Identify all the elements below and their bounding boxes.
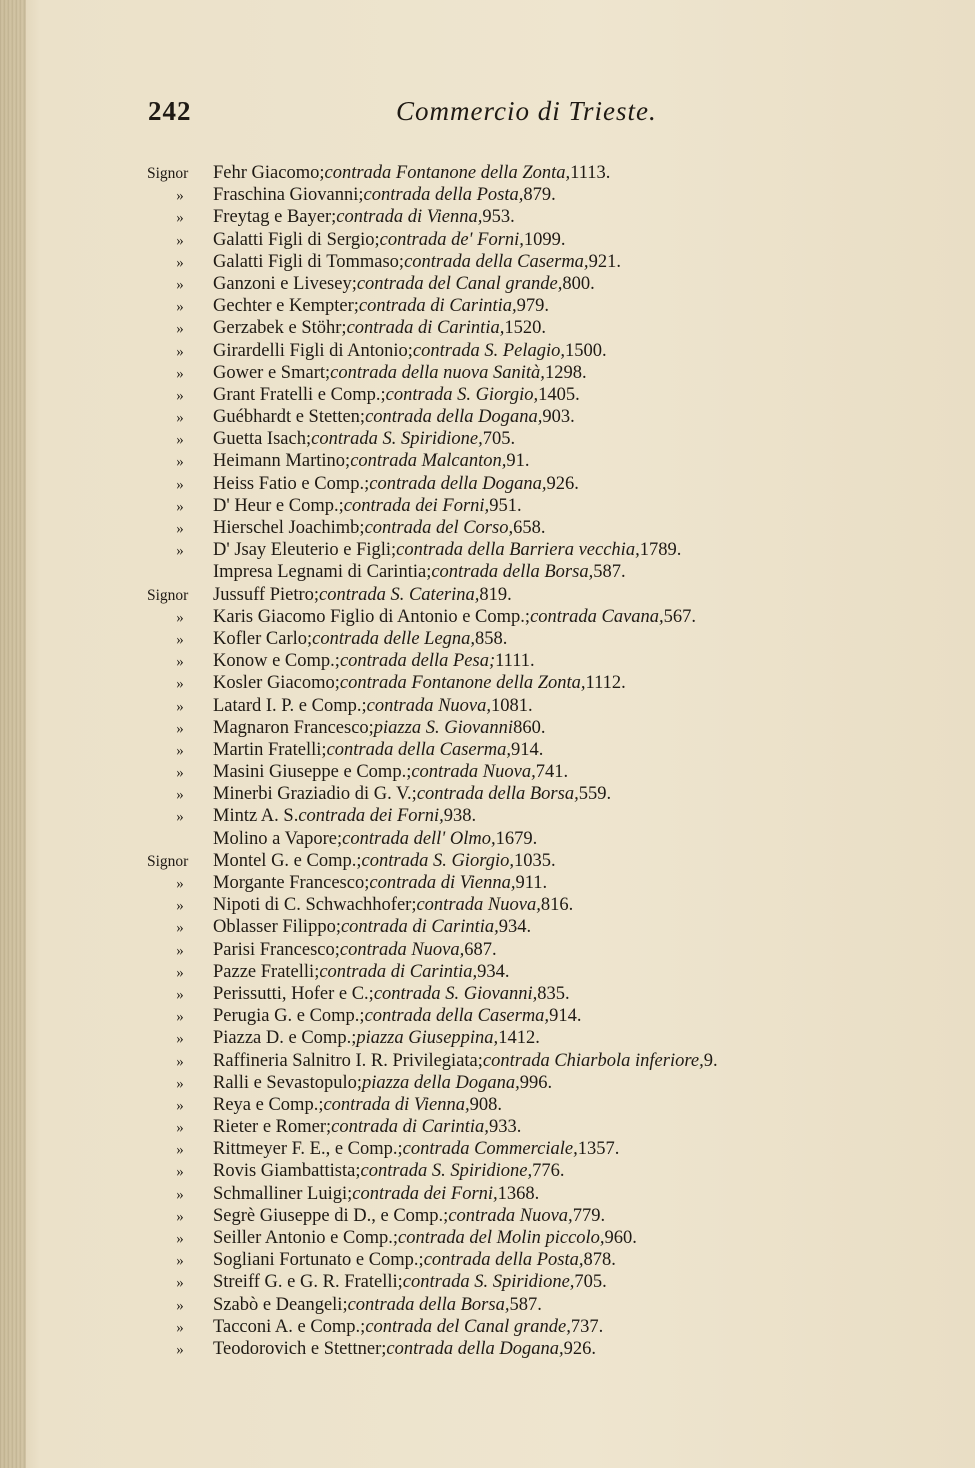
street-address: contrada di Vienna,: [369, 873, 516, 893]
house-number: 860.: [513, 717, 546, 738]
entry-prefix: »: [176, 1164, 184, 1181]
merchant-name: Streiff G. e G. R. Fratelli;: [213, 1272, 403, 1293]
house-number: 979.: [516, 296, 550, 317]
merchant-name: Sogliani Fortunato e Comp.;: [213, 1250, 424, 1271]
house-number: 819.: [479, 584, 512, 605]
street-address: contrada S. Spiridione,: [311, 429, 483, 450]
merchant-name: Galatti Figli di Tommaso;: [213, 251, 405, 272]
street-address: contrada di Carintia,: [319, 961, 478, 982]
entry-prefix: »: [176, 986, 184, 1003]
street-address: contrada della Dogana,: [369, 473, 547, 494]
merchant-name: Schmalliner Luigi;: [213, 1183, 353, 1204]
house-number: 1298.: [544, 362, 587, 383]
street-address: contrada della Pesa;: [339, 651, 496, 672]
house-number: 934.: [477, 961, 510, 982]
house-number: 1081.: [491, 695, 533, 716]
street-address: contrada S. Giovanni,: [373, 983, 538, 1004]
house-number: 567.: [663, 606, 697, 627]
list-item: [147, 628, 947, 650]
street-address: contrada S. Spiridione,: [360, 1161, 533, 1182]
merchant-name: Parisi Francesco;: [213, 939, 340, 960]
merchant-name: D' Jsay Eleuterio e Figli;: [213, 540, 397, 561]
street-address: contrada di Carintia,: [340, 917, 499, 938]
entry-prefix: »: [176, 876, 184, 892]
merchant-name: Oblasser Filippo;: [213, 917, 341, 938]
entry-prefix: »: [176, 321, 184, 338]
list-item: [147, 761, 947, 783]
house-number: 1113.: [570, 163, 611, 183]
entry-prefix: »: [176, 1142, 184, 1159]
list-item: [147, 828, 947, 850]
merchant-name: Rovis Giambattista;: [213, 1161, 361, 1182]
entry-prefix: »: [176, 1297, 184, 1314]
list-item: [147, 473, 947, 495]
house-number: 816.: [540, 895, 574, 916]
merchant-name: Hierschel Joachimb;: [213, 518, 365, 538]
list-item: [147, 606, 947, 628]
street-address: piazza della Dogana,: [362, 1072, 520, 1093]
merchant-name: Masini Giuseppe e Comp.;: [213, 762, 412, 783]
entry-prefix: »: [176, 631, 184, 648]
list-item: [147, 495, 947, 517]
house-number: 800.: [562, 273, 595, 294]
merchant-name: Impresa Legnami di Carintia;: [213, 562, 432, 583]
house-number: 903.: [542, 407, 575, 428]
street-address: contrada Commerciale,: [402, 1139, 578, 1160]
merchant-name: Heiss Fatio e Comp.;: [213, 473, 370, 494]
list-item: [147, 229, 947, 251]
list-item: [147, 1227, 947, 1249]
merchant-name: Mintz A. S.: [213, 806, 299, 827]
entry-prefix: »: [176, 254, 184, 271]
entry-prefix: »: [176, 1031, 184, 1048]
street-address: contrada della Barriera vecchia,: [396, 540, 640, 561]
list-item: [147, 939, 947, 961]
list-item: [147, 1005, 947, 1027]
merchant-name: Guetta Isach;: [213, 429, 312, 450]
running-title: Commercio di Trieste.: [396, 96, 657, 126]
street-address: contrada Cavana,: [530, 606, 664, 627]
entry-prefix: »: [176, 387, 184, 404]
merchant-name: Gower e Smart;: [213, 362, 331, 383]
entry-prefix: »: [176, 476, 184, 493]
house-number: 960.: [604, 1228, 637, 1248]
list-item: [147, 206, 947, 228]
merchant-name: Guébhardt e Stetten;: [213, 407, 366, 428]
house-number: 658.: [513, 518, 546, 538]
street-address: contrada delle Legna,: [312, 628, 476, 649]
list-item: [147, 983, 947, 1005]
entry-prefix: »: [176, 1120, 184, 1137]
house-number: 878.: [583, 1250, 616, 1271]
entry-prefix: »: [176, 232, 184, 249]
street-address: contrada Malcanton,: [350, 451, 507, 472]
merchant-name: Piazza D. e Comp.;: [213, 1028, 357, 1049]
house-number: 858.: [475, 628, 508, 649]
street-address: contrada dei Forni,: [352, 1183, 498, 1204]
entry-prefix: »: [176, 1275, 184, 1292]
merchant-directory-list: [147, 162, 947, 1360]
house-number: 687.: [464, 939, 497, 960]
entry-prefix: »: [176, 276, 184, 293]
street-address: piazza Giuseppina,: [356, 1028, 499, 1049]
street-address: contrada S. Giorgio,: [361, 850, 514, 871]
house-number: 953.: [482, 207, 515, 228]
list-item: [147, 894, 947, 916]
street-address: contrada della Caserma,: [326, 739, 512, 760]
street-address: contrada del Molin piccolo,: [398, 1228, 605, 1248]
merchant-name: Morgante Francesco;: [213, 873, 370, 893]
house-number: 933.: [488, 1117, 522, 1138]
house-number: 938.: [443, 806, 477, 827]
list-item: [147, 428, 947, 450]
entry-prefix: »: [176, 432, 184, 449]
entry-prefix: »: [176, 742, 184, 759]
list-item: [147, 695, 947, 717]
list-item: [147, 961, 947, 983]
list-item: [147, 1249, 947, 1271]
entry-prefix: »: [176, 299, 184, 316]
merchant-name: Seiller Antonio e Comp.;: [213, 1228, 398, 1248]
house-number: 776.: [532, 1161, 565, 1182]
list-item: [147, 184, 947, 206]
list-item: [147, 805, 947, 827]
list-item: [147, 539, 947, 561]
list-item: [147, 1116, 947, 1138]
entry-prefix: »: [176, 920, 184, 937]
list-item: [147, 273, 947, 295]
street-address: contrada della Borsa,: [347, 1294, 510, 1315]
list-item: [147, 1316, 947, 1338]
list-item: [147, 340, 947, 362]
house-number: 1357.: [577, 1139, 620, 1160]
house-number: 1405.: [538, 384, 580, 405]
list-item: [147, 1160, 947, 1182]
entry-prefix: »: [176, 809, 184, 826]
street-address: contrada Nuova,: [339, 939, 465, 960]
entry-prefix: »: [176, 787, 184, 804]
entry-prefix: Signor: [147, 852, 189, 870]
street-address: contrada S. Pelagio,: [412, 340, 565, 361]
entry-prefix: »: [176, 1053, 184, 1070]
list-item: [147, 162, 947, 184]
house-number: 926.: [563, 1338, 597, 1359]
street-address: contrada S. Spiridione,: [402, 1272, 575, 1293]
street-address: contrada della Borsa,: [416, 784, 579, 805]
house-number: 1035.: [513, 850, 556, 871]
entry-prefix: »: [176, 410, 184, 427]
merchant-name: Tacconi A. e Comp.;: [213, 1316, 366, 1337]
merchant-name: Kofler Carlo;: [213, 628, 313, 649]
street-address: piazza S. Giovanni: [373, 717, 514, 738]
house-number: 914.: [549, 1006, 582, 1027]
entry-prefix: »: [176, 343, 184, 360]
entry-prefix: »: [176, 365, 184, 382]
list-item: [147, 1138, 947, 1160]
street-address: contrada di Carintia,: [331, 1117, 489, 1138]
entry-prefix: »: [176, 454, 184, 471]
house-number: 91.: [506, 451, 530, 472]
entry-prefix: »: [176, 1231, 184, 1247]
house-number: 9.: [703, 1050, 718, 1071]
merchant-name: Fehr Giacomo;: [213, 163, 325, 183]
list-item: [147, 672, 947, 694]
house-number: 951.: [489, 495, 522, 516]
street-address: contrada Fontanone della Zonta,: [339, 673, 586, 694]
list-item: [147, 251, 947, 273]
street-address: contrada Chiarbola inferiore,: [482, 1050, 704, 1071]
street-address: contrada di Carintia,: [346, 318, 505, 339]
entry-prefix: »: [176, 765, 184, 782]
house-number: 926.: [546, 473, 579, 494]
house-number: 879.: [523, 185, 556, 206]
merchant-name: Segrè Giuseppe di D., e Comp.;: [213, 1205, 449, 1226]
list-item: [147, 1072, 947, 1094]
merchant-name: Latard I. P. e Comp.;: [213, 695, 367, 716]
street-address: contrada della Caserma,: [404, 251, 589, 272]
list-item: [147, 450, 947, 472]
binding-gutter: [0, 0, 26, 1468]
house-number: 587.: [593, 562, 626, 583]
entry-prefix: »: [176, 543, 184, 560]
entry-prefix: »: [176, 609, 184, 626]
merchant-name: Konow e Comp.;: [213, 651, 340, 672]
street-address: contrada Nuova,: [411, 762, 536, 783]
merchant-name: Teodorovich e Stettner;: [213, 1338, 387, 1359]
street-address: contrada della Dogana,: [365, 407, 543, 428]
entry-prefix: »: [176, 1009, 184, 1026]
merchant-name: Freytag e Bayer;: [213, 207, 337, 228]
list-item: [147, 1094, 947, 1116]
entry-prefix: »: [176, 210, 184, 227]
merchant-name: Gerzabek e Stöhr;: [213, 318, 347, 339]
house-number: 914.: [511, 739, 544, 760]
list-item: [147, 1338, 947, 1360]
entry-prefix: »: [176, 898, 184, 915]
merchant-name: Rittmeyer F. E., e Comp.;: [213, 1139, 403, 1160]
house-number: 737.: [570, 1316, 604, 1337]
entry-prefix: »: [176, 1208, 184, 1225]
merchant-name: Raffineria Salnitro I. R. Privilegiata;: [213, 1050, 483, 1071]
list-item: [147, 916, 947, 938]
list-item: [147, 650, 947, 672]
entry-prefix: »: [176, 698, 184, 715]
house-number: 1520.: [504, 318, 546, 339]
list-item: [147, 584, 947, 606]
house-number: 779.: [572, 1205, 606, 1226]
merchant-name: Heimann Martino;: [213, 451, 351, 472]
merchant-name: Karis Giacomo Figlio di Antonio e Comp.;: [213, 606, 531, 627]
entry-prefix: »: [176, 720, 184, 737]
merchant-name: Ganzoni e Livesey;: [213, 273, 357, 294]
entry-prefix: »: [176, 521, 184, 537]
merchant-name: Magnaron Francesco;: [213, 717, 374, 738]
street-address: contrada dell' Olmo,: [342, 828, 496, 849]
page-number: 242: [148, 96, 192, 126]
merchant-name: Montel G. e Comp.;: [213, 850, 362, 871]
house-number: 921.: [588, 251, 621, 272]
house-number: 1412.: [498, 1028, 540, 1049]
merchant-name: Gechter e Kempter;: [213, 296, 359, 317]
list-item: [147, 295, 947, 317]
entry-prefix: »: [176, 1341, 184, 1358]
merchant-name: Fraschina Giovanni;: [213, 185, 364, 206]
street-address: contrada del Canal grande,: [365, 1316, 571, 1337]
house-number: 835.: [537, 983, 570, 1004]
list-item: [147, 317, 947, 339]
street-address: contrada del Canal grande,: [356, 273, 563, 294]
list-item: [147, 783, 947, 805]
house-number: 1099.: [523, 229, 566, 250]
merchant-name: Minerbi Graziadio di G. V.;: [213, 784, 417, 805]
street-address: contrada Nuova,: [448, 1205, 573, 1226]
street-address: contrada Nuova,: [416, 895, 541, 916]
house-number: 1679.: [495, 828, 538, 849]
street-address: contrada della Posta,: [363, 185, 524, 206]
merchant-name: Girardelli Figli di Antonio;: [213, 340, 413, 361]
house-number: 705.: [574, 1272, 607, 1293]
entry-prefix: »: [176, 1186, 184, 1203]
street-address: contrada di Vienna,: [336, 207, 483, 228]
merchant-name: Rieter e Romer;: [213, 1117, 332, 1138]
street-address: contrada Fontanone della Zonta,: [324, 163, 571, 183]
entry-prefix: »: [176, 676, 184, 693]
house-number: 559.: [578, 784, 612, 805]
list-item: [147, 406, 947, 428]
street-address: contrada S. Caterina,: [319, 584, 480, 605]
street-address: contrada S. Giorgio,: [385, 384, 539, 405]
street-address: contrada della nuova Sanità,: [330, 362, 545, 383]
house-number: 934.: [498, 917, 532, 938]
merchant-name: Martin Fratelli;: [213, 739, 327, 760]
merchant-name: Perugia G. e Comp.;: [213, 1006, 365, 1027]
merchant-name: D' Heur e Comp.;: [213, 495, 344, 516]
entry-prefix: »: [176, 188, 184, 205]
entry-prefix: »: [176, 1097, 184, 1114]
street-address: contrada del Corso,: [364, 518, 514, 538]
list-item: [147, 872, 947, 894]
list-item: [147, 1050, 947, 1072]
merchant-name: Nipoti di C. Schwachhofer;: [213, 895, 417, 916]
list-item: [147, 1183, 947, 1205]
entry-prefix: »: [176, 654, 184, 671]
list-item: [147, 517, 947, 539]
list-item: [147, 362, 947, 384]
merchant-name: Molino a Vapore;: [213, 828, 343, 849]
house-number: 908.: [469, 1094, 502, 1115]
house-number: 741.: [535, 762, 569, 783]
merchant-name: Galatti Figli di Sergio;: [213, 229, 380, 250]
street-address: contrada di Carintia,: [358, 296, 517, 317]
list-item: [147, 561, 947, 583]
entry-prefix: »: [176, 1319, 184, 1336]
house-number: 1789.: [639, 540, 682, 561]
merchant-name: Grant Fratelli e Comp.;: [213, 384, 386, 405]
house-number: 587.: [509, 1294, 542, 1315]
list-item: [147, 1294, 947, 1316]
entry-prefix: Signor: [147, 165, 189, 182]
house-number: 1112.: [585, 673, 626, 694]
list-item: [147, 1205, 947, 1227]
list-item: [147, 1271, 947, 1293]
list-item: [147, 1027, 947, 1049]
merchant-name: Reya e Comp.;: [213, 1094, 324, 1115]
merchant-name: Perissutti, Hofer e C.;: [213, 983, 374, 1004]
house-number: 1111.: [495, 651, 535, 672]
street-address: contrada della Posta,: [423, 1250, 584, 1271]
list-item: [147, 717, 947, 739]
street-address: contrada Nuova,: [366, 695, 491, 716]
list-item: [147, 850, 947, 872]
street-address: contrada della Caserma,: [364, 1006, 550, 1027]
merchant-name: Pazze Fratelli;: [213, 961, 320, 982]
street-address: contrada della Borsa,: [431, 562, 594, 583]
entry-prefix: »: [176, 1253, 184, 1270]
merchant-name: Szabò e Deangeli;: [213, 1294, 348, 1315]
merchant-name: Jussuff Pietro;: [213, 584, 320, 605]
entry-prefix: »: [176, 942, 184, 959]
list-item: [147, 739, 947, 761]
list-item: [147, 384, 947, 406]
merchant-name: Ralli e Sevastopulo;: [213, 1072, 363, 1093]
house-number: 705.: [482, 429, 516, 450]
entry-prefix: »: [176, 964, 184, 981]
house-number: 911.: [515, 873, 548, 893]
merchant-name: Kosler Giacomo;: [213, 673, 340, 694]
entry-prefix: »: [176, 498, 184, 515]
street-address: contrada della Dogana,: [386, 1338, 564, 1359]
house-number: 1500.: [565, 340, 607, 361]
house-number: 996.: [519, 1072, 553, 1093]
street-address: contrada dei Forni,: [298, 806, 444, 827]
street-address: contrada de' Forni,: [379, 229, 524, 250]
house-number: 1368.: [497, 1183, 540, 1204]
street-address: contrada dei Forni,: [343, 495, 490, 516]
entry-prefix: Signor: [147, 586, 189, 604]
street-address: contrada di Vienna,: [323, 1094, 470, 1115]
entry-prefix: »: [176, 1075, 184, 1092]
